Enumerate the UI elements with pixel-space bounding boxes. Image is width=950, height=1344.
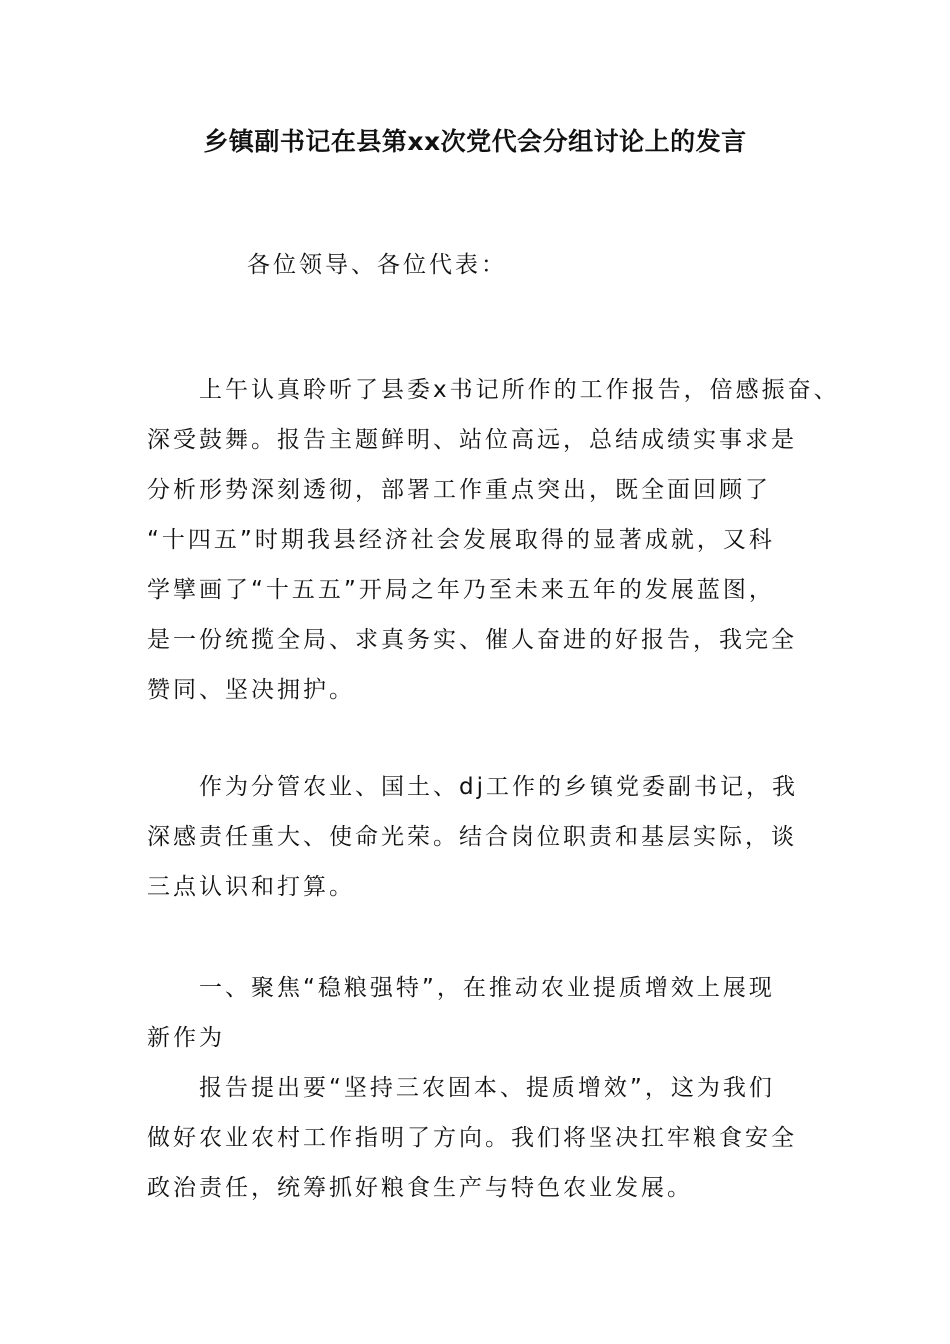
paragraph2-line1: 作为分管农业、国土、dj工作的乡镇党委副书记，我 (199, 774, 798, 800)
paragraph1-line2: 深受鼓舞。报告主题鲜明、站位高远，总结成绩实事求是 (147, 427, 797, 453)
heading1-line2: 新作为 (147, 1025, 225, 1051)
document-title: 乡镇副书记在县第xx次党代会分组讨论上的发言 (203, 127, 747, 156)
paragraph3-line1: 报告提出要“坚持三农固本、提质增效”，这为我们 (199, 1075, 775, 1101)
paragraph1-line7: 赞同、坚决拥护。 (147, 677, 355, 703)
paragraph1-line5: 学擘画了“十五五”开局之年乃至未来五年的发展蓝图， (147, 577, 775, 603)
paragraph1-line4: “十四五”时期我县经济社会发展取得的显著成就，又科 (147, 527, 775, 553)
paragraph1-line3: 分析形势深刻透彻，部署工作重点突出，既全面回顾了 (147, 477, 771, 503)
paragraph1-line6: 是一份统揽全局、求真务实、催人奋进的好报告，我完全 (147, 627, 797, 653)
paragraph2-line3: 三点认识和打算。 (147, 874, 355, 900)
paragraph3-line3: 政治责任，统筹抓好粮食生产与特色农业发展。 (147, 1175, 693, 1201)
paragraph2-line2: 深感责任重大、使命光荣。结合岗位职责和基层实际，谈 (147, 824, 797, 850)
paragraph1-line1: 上午认真聆听了县委x书记所作的工作报告，倍感振奋、 (199, 377, 840, 403)
heading1-line1: 一、聚焦“稳粮强特”，在推动农业提质增效上展现 (199, 975, 775, 1001)
salutation: 各位领导、各位代表： (247, 252, 507, 278)
paragraph3-line2: 做好农业农村工作指明了方向。我们将坚决扛牢粮食安全 (147, 1125, 797, 1151)
